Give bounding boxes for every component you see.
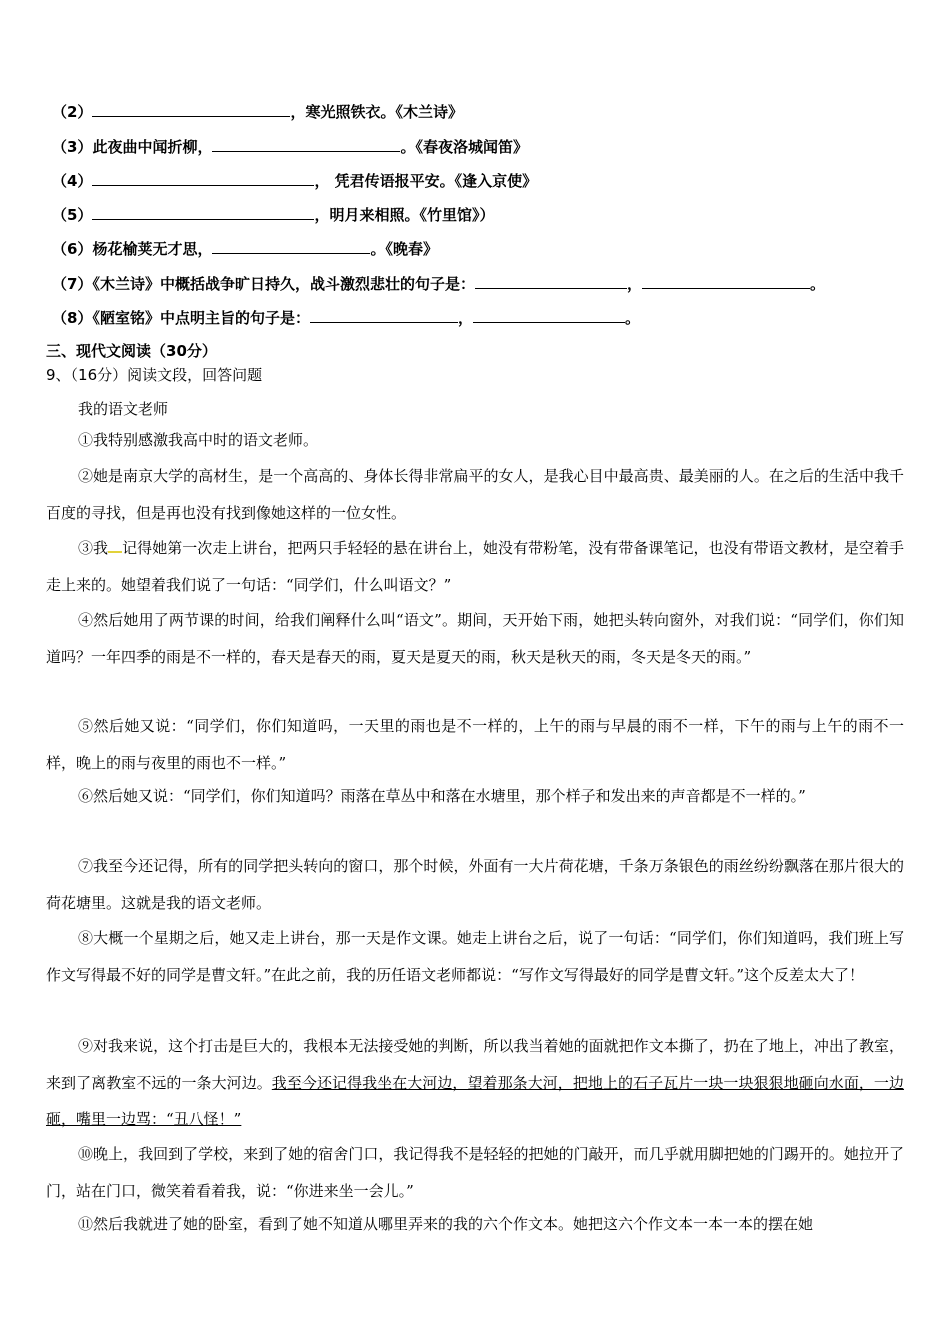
- fill-in-8: [52, 308, 912, 328]
- fill-in-8-num: （8）: [52, 309, 93, 327]
- answer-blank[interactable]: [92, 102, 290, 117]
- question-prompt: 9、（16分）阅读文段，回答问题: [46, 366, 263, 384]
- paragraph-3-start: ③我: [78, 539, 109, 557]
- paragraph-9: [46, 1028, 904, 1138]
- paragraph-1: ①我特别感激我高中时的语文老师。: [78, 431, 319, 449]
- article-title: 我的语文老师: [78, 400, 169, 418]
- fill-in-2-after: ，寒光照铁衣。《木兰诗》: [290, 103, 463, 121]
- fill-in-2: [52, 102, 912, 122]
- fill-in-7-num: （7）: [52, 275, 93, 293]
- fill-in-5-num: （5）: [52, 206, 93, 224]
- answer-blank[interactable]: [92, 171, 314, 186]
- paragraph-9-text: ⑨对我来说，这个打击是巨大的，我根本无法接受她的判断，所以我当着她的面就把作文本撕了，扔在了地上，冲出了教室，来到了离教室不远的一条大河边。: [46, 1037, 904, 1092]
- paragraph-2: ②她是南京大学的高材生，是一个高高的、身体长得非常扁平的女人，是我心目中最高贵、最美丽的人。在之后的生活中我千百度的寻找，但是再也没有找到像她这样的一位女性。: [46, 467, 904, 522]
- fill-in-3-num: （3）: [52, 138, 93, 156]
- answer-blank[interactable]: [642, 274, 810, 289]
- paragraph-3-rest: 记得她第一次走上讲台，把两只手轻轻的悬在讲台上，她没有带粉笔，没有带备课笔记，也没有带语文教材，是空着手走上来的。她望着我们说了一句话：“同学们，什么叫语文？”: [46, 539, 904, 594]
- fill-in-6-before: 杨花榆荚无才思，: [92, 240, 213, 258]
- fill-in-7-before: 《木兰诗》中概括战争旷日持久，战斗激烈悲壮的句子是：: [92, 275, 475, 293]
- paragraph-5: ⑤然后她又说：“同学们，你们知道吗，一天里的雨也是不一样的，上午的雨与早晨的雨不一样，下午的雨与上午的雨不一样，晚上的雨与夜里的雨也不一样。”: [46, 717, 904, 772]
- paragraph-11: ⑪然后我就进了她的卧室，看到了她不知道从哪里弄来的我的六个作文本。她把这六个作文本一本一本的摆在她: [78, 1215, 814, 1233]
- paragraph-4: ④然后她用了两节课的时间，给我们阐释什么叫“语文”。期间，天开始下雨，她把头转向窗外，对我们说：“同学们，你们知道吗？一年四季的雨是不一样的，春天是春天的雨，夏天是夏天的雨，秋天是秋天的雨，冬天是冬天的雨。”: [46, 611, 904, 666]
- fill-in-6-num: （6）: [52, 240, 93, 258]
- fill-in-8-before: 《陋室铭》中点明主旨的句子是：: [92, 309, 310, 327]
- fill-in-3: [52, 137, 912, 157]
- underlined-sentence: 我至今还记得我坐在大河边，望着那条大河，把地上的石子瓦片一块一块狠狠地砸向水面，一边砸，嘴里一边骂：“丑八怪！”: [46, 1073, 904, 1128]
- fill-in-3-before: 此夜曲中闻折柳，: [92, 138, 213, 156]
- answer-blank[interactable]: [475, 274, 627, 289]
- highlight-mark: [108, 539, 122, 553]
- fill-in-4: [52, 171, 912, 191]
- fill-in-8-mid: ，: [457, 309, 473, 327]
- fill-in-4-num: （4）: [52, 172, 93, 190]
- fill-in-6-after: 。《晚春》: [370, 240, 438, 258]
- paragraph-7: ⑦我至今还记得，所有的同学把头转向的窗口，那个时候，外面有一大片荷花塘，千条万条银色的雨丝纷纷飘落在那片很大的荷花塘里。这就是我的语文老师。: [46, 857, 904, 912]
- paragraph-10: ⑩晚上，我回到了学校，来到了她的宿舍门口，我记得我不是轻轻的把她的门敲开，而几乎就用脚把她的门踢开的。她拉开了门，站在门口，微笑着看着我，说：“你进来坐一会儿。”: [46, 1145, 904, 1200]
- answer-blank[interactable]: [310, 308, 458, 323]
- answer-blank[interactable]: [473, 308, 625, 323]
- answer-blank[interactable]: [212, 137, 400, 152]
- answer-blank[interactable]: [212, 239, 370, 254]
- fill-in-3-after: 。《春夜洛城闻笛》: [400, 138, 528, 156]
- fill-in-7: [52, 274, 912, 294]
- fill-in-2-num: （2）: [52, 103, 93, 121]
- fill-in-8-after: 。: [624, 309, 640, 327]
- fill-in-6: [52, 239, 912, 259]
- fill-in-5-after: ，明月来相照。《竹里馆》）: [314, 206, 495, 224]
- answer-blank[interactable]: [92, 205, 314, 220]
- paragraph-3: [46, 530, 904, 603]
- fill-in-7-after: 。: [809, 275, 825, 293]
- paragraph-8: ⑧大概一个星期之后，她又走上讲台，那一天是作文课。她走上讲台之后，说了一句话：“同学们，你们知道吗，我们班上写作文写得最不好的同学是曹文轩。”在此之前，我的历任语文老师都说：“写作文写得最好的同学是曹文轩。”这个反差太大了！: [46, 929, 904, 984]
- paragraph-6: ⑥然后她又说：“同学们，你们知道吗？雨落在草丛中和落在水塘里，那个样子和发出来的声音都是不一样的。”: [78, 787, 806, 805]
- fill-in-4-after: ， 凭君传语报平安。《逢入京使》: [314, 172, 538, 190]
- section-title: 三、现代文阅读（30分）: [46, 342, 217, 360]
- fill-in-7-mid: ，: [626, 275, 642, 293]
- fill-in-5: [52, 205, 912, 225]
